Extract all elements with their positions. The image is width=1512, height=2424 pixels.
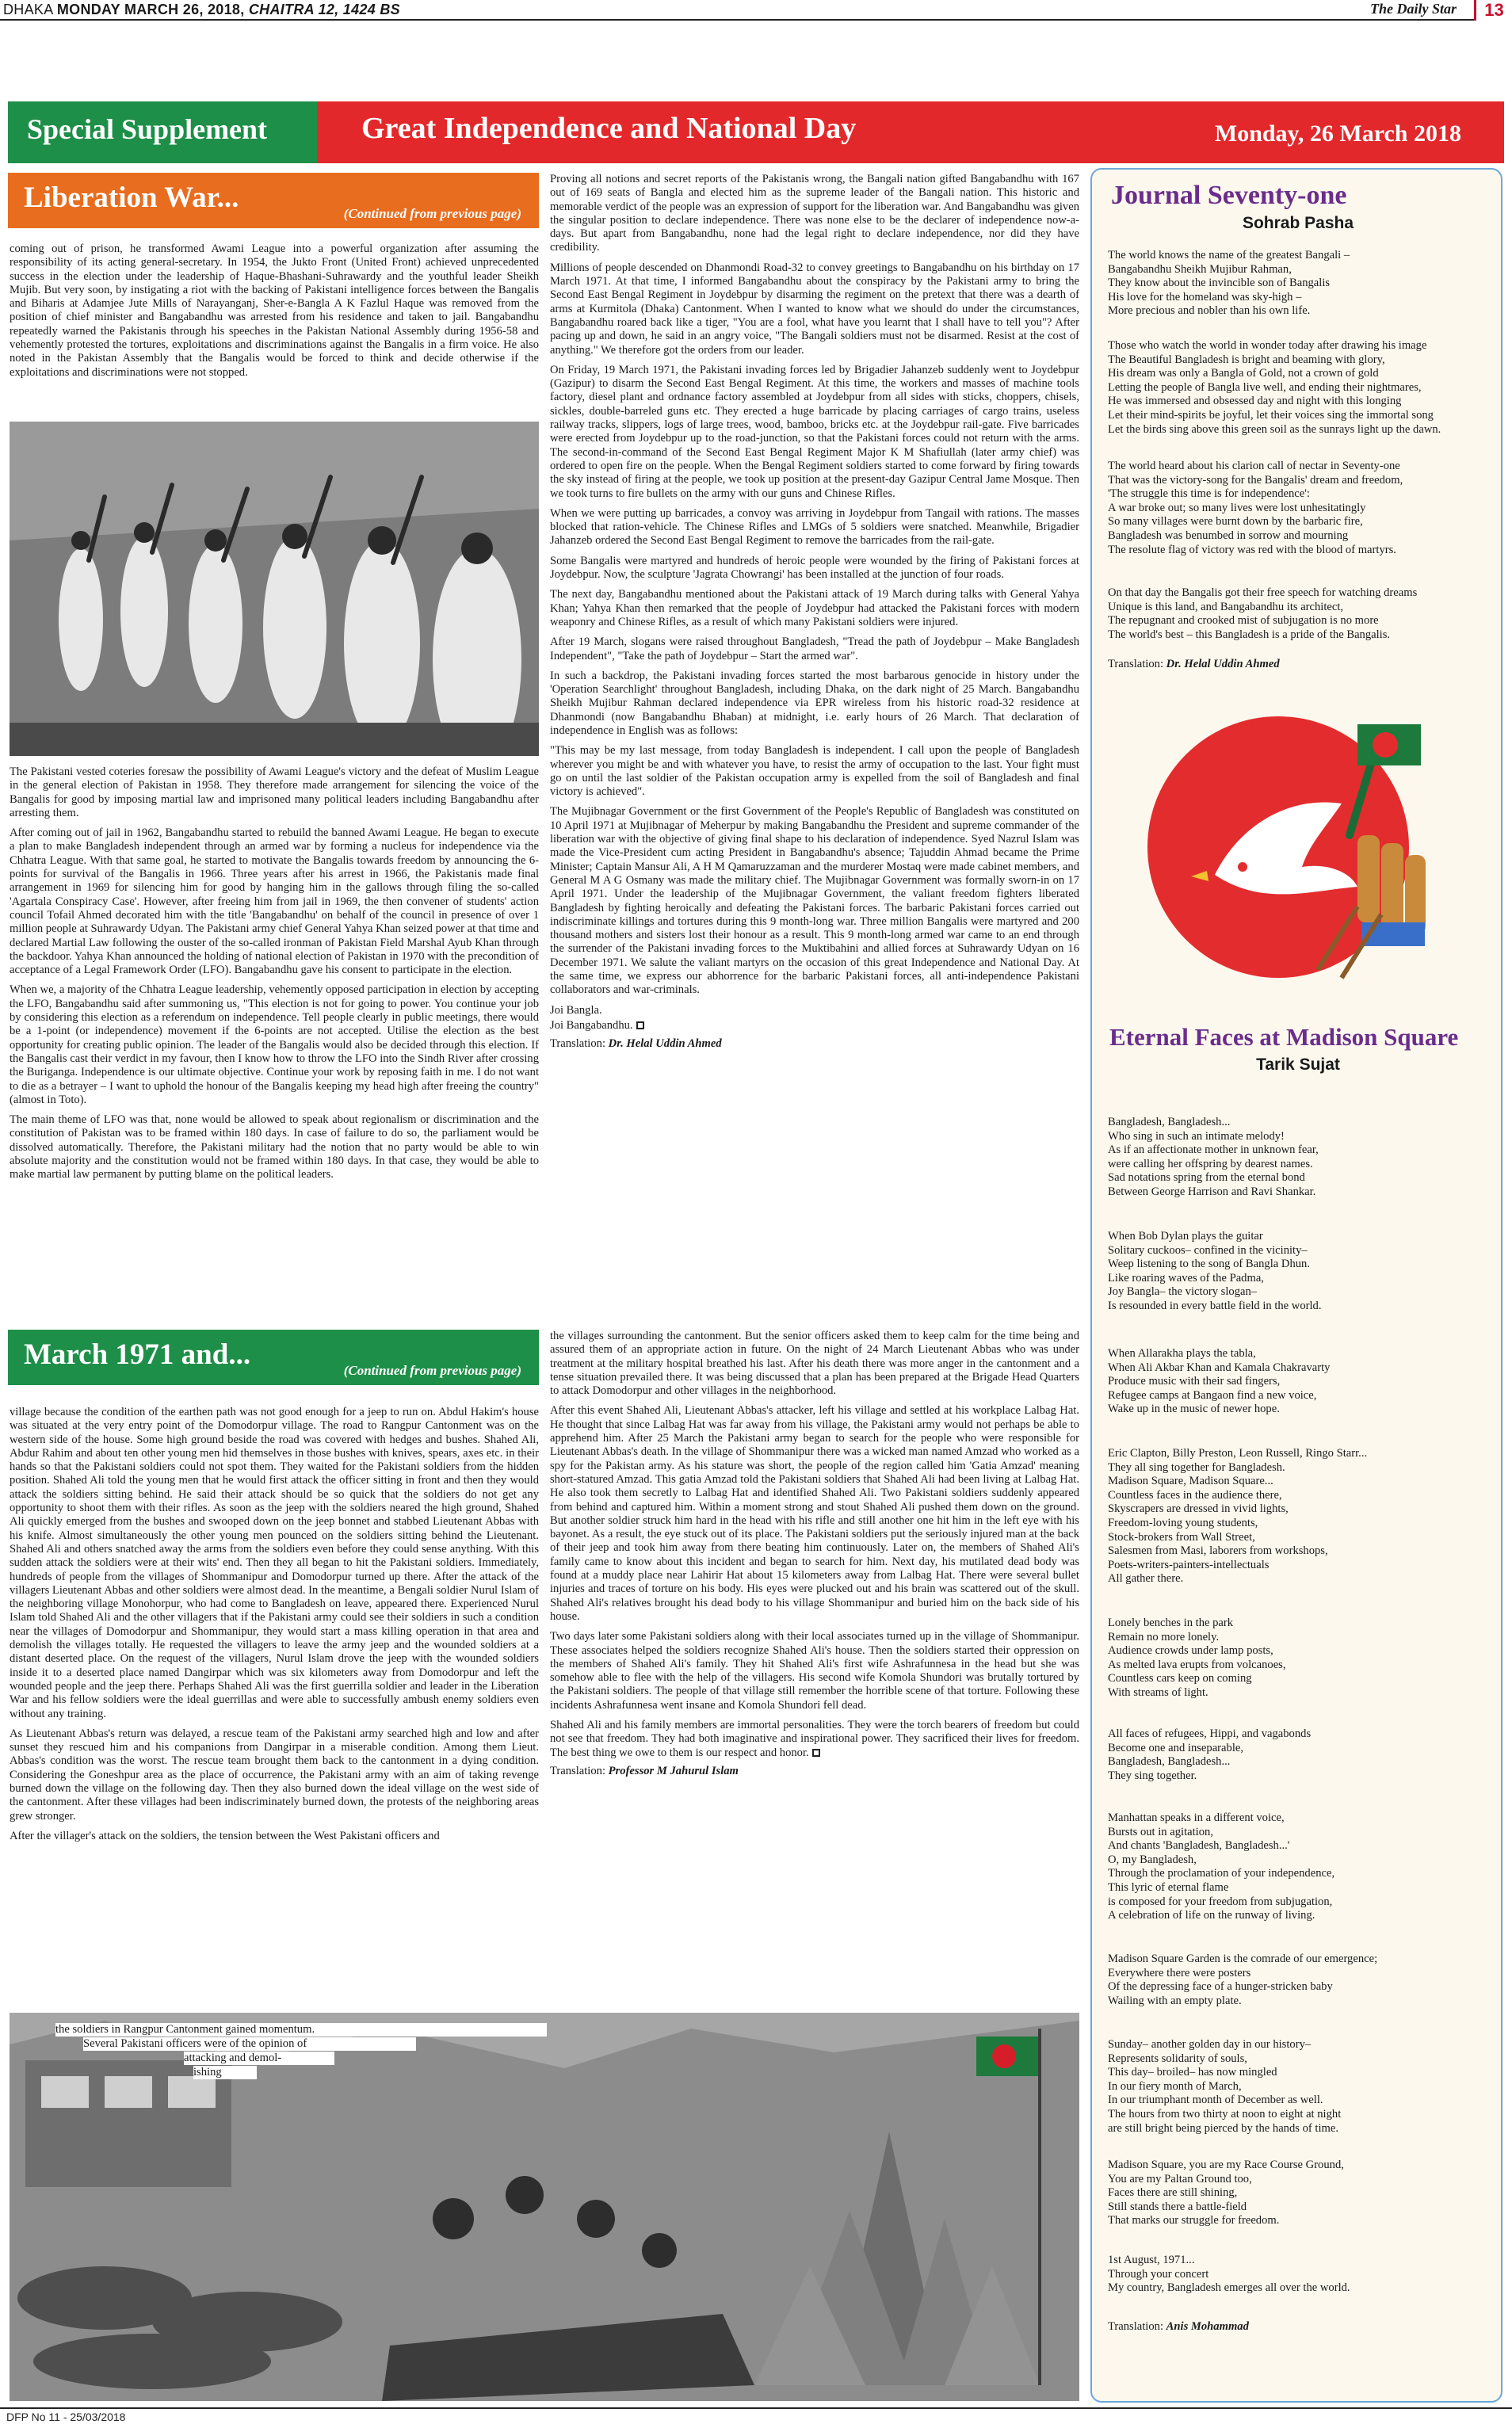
poem-line: This day– broiled– has now mingled [1108,2066,1277,2079]
paragraph: The Mujibnagar Government or the first Government of the People's Republic of Bangladesh was constituted on 10 April 1971 at Mujibnagar of Meherpur by making Bangabandhu the President and supreme commander of the liberation war with the objective of giving final shape to his declaration of independence. Syed Nazrul Islam was made the Vice-President cum acting President in Bangabandhu's absence; Tajuddin Ahmad became the Prime Minister; Captain Mansur Ali, A H M Qamaruzzaman and the murderer Mostaq were made cabinet members, and General M A G Osmany was made the military chief. The Mujibnagar Government was formally sworn-in on 17 April 1971. Under the leadership of the Mujibnagar Government, the valiant freedom fighters liberated Bangladesh by fighting heroically and defeating the Pakistani forces. The barbaric Pakistani forces carried out indiscriminate killings and tortures during this 9 month-long war. Three million Bangalis were martyred and 200 thousand mothers and sisters lost their honour as a result. This 9 month-long armed war came to an end through the surrender of the Pakistani invading forces to the Muktibahini and allied forces at Suhrawardy Udyan on 16 December 1971. We salute the valiant martyrs on the occasion of this great Independence and National Day. At the same time, we express our abhorrence for the barbaric Pakistani forces, all anti-independence Pakistani collaborators and war-criminals. [550,805,1079,997]
collage-caption-line-2 [83,2037,416,2051]
poem-line: O, my Bangladesh, [1108,1853,1197,1866]
poem-line: Countless faces in the audience there, [1108,1488,1282,1502]
paragraph: When we were putting up barricades, a convoy was arriving in Joydebpur from Tangail with rations. The masses blocked that ration-vehicle. The Chinese Rifles and LMGs of 5 soldiers were snatched. Meanwhile, Brigadier Jahanzeb ordered the Second East Bengal Regiment to remove the barricades from the rail-gate. [550,506,1079,548]
poem-line: Remain no more lonely. [1108,1630,1220,1643]
poem-line: His dream was only a Bangla of Gold, not a crown of gold [1108,367,1379,380]
paragraph: attacking and demol- [184,2052,282,2064]
poem-line: Represents solidarity of souls, [1108,2052,1247,2065]
poem-line: That was the victory-song for the Bangalis' dream and freedom, [1108,473,1403,487]
poem-line: You are my Paltan Ground too, [1108,2172,1252,2185]
paragraph: As Lieutenant Abbas's return was delayed, a rescue team of the Pakistani army searched high and low and after sunset they rescued him and his companions from Dangirpar in a miserable condition. Among them Lieut. Abbas's condition was the worst. The rescue team brought them back to the cantonment in a dying condition. Considering the Goneshpur area as the place of occurrence, the Pakistani army with an aim of taking revenge burned down the village on the following day. Then they also burned down the ideal village on the west side of the cantonment. After these villages had been indiscriminately burned down, the protests of the neighboring areas grew stronger. [10,1727,539,1823]
banner-title: Great Independence and National Day [361,112,857,145]
poem-line: Bangabandhu Sheikh Mujibur Rahman, [1108,262,1292,276]
eternal-stanza-8 [1108,1953,1496,2008]
poem-line: Bursts out in agitation, [1108,1825,1213,1838]
journal-author: Sohrab Pasha [1242,214,1354,232]
translator-name: Professor M Jahurul Islam [608,1764,739,1777]
liberation-war-body [10,765,539,1189]
poem-line: As melted lava erupts from volcanoes, [1108,1658,1286,1671]
poem-line: A war broke out; so many lives were lost unhesitatingly [1108,501,1366,514]
poem-line: He was immersed and obsessed day and night with this longing [1108,395,1402,408]
poem-line: The world heard about his clarion call of nectar in Seventy-one [1108,460,1400,472]
dateline-date: MONDAY MARCH 26, 2018, [56,2,245,17]
poem-line: were calling her offspring by dearest names. [1108,1157,1313,1170]
liberation-war-title: Liberation War... [24,181,239,214]
eternal-stanza-2 [1108,1230,1496,1314]
paragraph: Two days later some Pakistani soldiers along with their local associates turned up in the village of Shommanipur. These associates helped the soldiers recognize Shahed Ali's house. Then the soldiers started their oppression on the members of Shahed Ali's family. They hit Shahed Ali's first wife Ashrafunnesa in the head but she was somehow able to flee with the help of the villagers. His second wife Komola Shundori was brutally tortured by the Pakistani soldiers. The people of that village still remember the horrible scene of that torture. Following these incidents Ashrafunnesa went insane and Komola Shundori fell dead. [550,1630,1079,1712]
march-1971-header [8,1330,539,1385]
poem-line: Solitary cuckoos– confined in the vicinity– [1108,1243,1308,1257]
poem-line: The resolute flag of victory was red with the blood of martyrs. [1108,543,1396,556]
poem-line: Bangladesh, Bangladesh... [1108,1755,1231,1769]
translation-label: Translation: [1108,658,1164,670]
journal-title: Journal Seventy-one [1111,181,1347,210]
poem-line: Joy Bangla– the victory slogan– [1108,1285,1258,1299]
page-number: 13 [1474,0,1512,21]
march-1971-continued: (Continued from previous page) [343,1363,521,1378]
paragraph: The Pakistani vested coteries foresaw the possibility of Awami League's victory and the defeat of Muslim League in the general election of Pakistan in 1958. They therefore made arrangement for silencing the voice of the Bangalis for good by imposing martial law and imprisoned many political leaders including Bangabandhu after arresting them. [10,765,539,819]
poem-line: Let the birds sing above this green soil as the sunrays light up the dawn. [1108,422,1441,436]
poem-line: Skyscrapers are dressed in vivid lights, [1108,1502,1289,1516]
poem-line: The repugnant and crooked mist of subjugation is no more [1108,614,1379,628]
collage-caption-line-1 [55,2023,547,2037]
journal-translation [1108,658,1280,671]
poem-line: They know about the invincible son of Bangalis [1108,277,1331,290]
poem-line: Wake up in the music of newer hope. [1108,1403,1280,1416]
poem-line: Audience crowds under lamp posts, [1108,1644,1273,1658]
paragraph: On Friday, 19 March 1971, the Pakistani invading forces led by Brigadier Jahanzeb suddenly went to Joydebpur (Gazipur) to disarm the Second East Bengal Regiment. At this time, the workers and masses of machine tools factory, diesel plant and ordnance factory assembled at Joydebpur from all sides with sticks, choppers, chisels, sickles, double-barreled guns etc. They erected a huge barricade by placing carriages of cargo trains, useless railway tracks, slippers, logs of large trees, wood, bamboo, bricks etc. at the Joydebpur rail-gate. Five barricades were erected from Joydebpur up to the road-junction, so that the Pakistani forces could not return with the arms. The second-in-command of the Second East Bengal Regiment Major K M Shafiullah (later army chief) was ordered to open fire on the people. When the Bengal Regiment soldiers started to come forward by firing towards the sky instead of firing at the people, we took up position at the present-day Gazipur Central Jame Mosque. Then we took turns to fire bullets on the army with our guns and Chinese Rifles. [550,363,1079,500]
journal-stanza-4 [1108,586,1496,642]
paragraph: Shahed Ali and his family members are immortal personalities. They were the torch bearers of freedom but could not see that freedom. They had both imaginative and inspirational power. They sacrificed their lives for freedom. The best thing we owe to them is our respect and honor. [550,1719,1079,1759]
poem-line: Wailing with an empty plate. [1108,1994,1242,2007]
poem-line: Everywhere there were posters [1108,1966,1251,1979]
poem-line: This lyric of eternal flame [1108,1880,1229,1894]
paragraph: After this event Shahed Ali, Lieutenant Abbas's attacker, left his village and settled at his workplace Lalbag Hat. He thought that since Lalbag Hat was far away from his village, the Pakistani army would not perhaps be able to apprehend him. After 25 March the Pakistani army began to search for the people who were responsible for Lieutenant Abbas's death. In the village of Shommanipur there was a wicked man named Amzad who worked as a spy for the Pakistan army. As his stature was short, the people of the region called him 'Gatia Amzad' meaning short-statured Amzad. This gatia Amzad told the Pakistani soldiers that Shahed Ali had been living at Lalbag Hat. He also took them secretly to Lalbag Hat and identified Shahed Ali. Two Pakistani soldiers suddenly appeared from behind and captured him. Within a moment strong and stout Shahed Ali pushed them down on the ground. But another soldier struck him hard in the head with his rifle and still another one hit him in the left eye with his bayonet. As a result, the eye stuck out of its place. The Pakistani soldiers put the seriously injured man at the back of their jeep and took him away from there beating him continuously. Later on, the members of Shahed Ali's family came to know about this incident and began to search for him. Next day, his mutilated dead body was found at a muddy place near Lahirir Hat about 15 kilometers away from Lalbag Hat. There were several bullet injuries and traces of torture on his body. His eyes were plucked out and his brain was scattered out of the skull. Shahed Ali's relatives brought his dead body to his village Shommanipur and buried him on the back side of his house. [550,1404,1079,1623]
title-banner [317,101,1504,163]
poem-line: is composed for your freedom from subjugation, [1108,1895,1333,1908]
eternal-stanza-11 [1108,2254,1496,2296]
paragraph: Some Bangalis were martyred and hundreds of heroic people were wounded by the firing of Pakistani forces at Joydebpur. Now, the sculpture 'Jagrata Chowrangi' has been installed at the junction of four roads. [550,554,1079,582]
poem-line: The hours from two thirty at noon to eight at night [1108,2107,1342,2121]
paragraph: The main theme of LFO was that, none would be allowed to speak about regionalism or discrimination and the constitution of Pakistan was to be framed within 180 days. In case of failure to do so, the parliament would be dissolved automatically. Therefore, the Pakistani military had the notion that no party would be able to win absolute majority and the constitution would not be framed within 180 days. In that case, they would be able to make martial law permanent by putting blame on the political leaders. [10,1113,539,1181]
journal-stanza-2 [1108,339,1496,437]
translator-name: Dr. Helal Uddin Ahmed [1166,658,1280,670]
poem-line: Sunday– another golden day in our history– [1108,2038,1312,2051]
paragraph: the villages surrounding the cantonment. But the senior officers asked them to keep calm for the time being and assured them of an appropriate action in future. On the night of 24 March Lieutenant Abbas who was under treatment at the military hospital breathed his last. After his death there was more anger in the cantonment and a tense situation prevailed there. It was being discussed that a plan has been prepared at the Brigade Head Quarters to attack Domodorpur and other villages in the neighborhood. [550,1330,1079,1398]
liberation-war-continued: (Continued from previous page) [343,206,521,221]
poem-line: Weep listening to the song of Bangla Dhun. [1108,1258,1310,1271]
poem-line: Countless cars keep on coming [1108,1672,1252,1685]
translation-label: Translation: [1108,2320,1164,2333]
poem-line: Of the depressing face of a hunger-stricken baby [1108,1980,1333,1994]
poem-line: The world knows the name of the greatest Bangali – [1108,249,1350,261]
paragraph: After the villager's attack on the soldiers, the tension between the West Pakistani officers and [10,1829,440,1842]
poem-line: Lonely benches in the park [1108,1617,1234,1629]
poem-line: Salesmen from Masi, laborers from workshops, [1108,1544,1328,1558]
end-mark-icon [636,1021,644,1029]
paragraph: village because the condition of the earthen path was not good enough for a jeep to run on. Abdul Hakim's house was situated at the very entry point of the Domodorpur village. The road to Rangpur Cantonment was on the western side of the house. Some high ground beside the road was covered with hedges and bushes. Shahed Ali, Abdur Rahim and about ten other young men hid themselves in those bushes with knives, spears, axes etc. in their hands so that the Pakistani soldiers could not spot them. They waited for the Pakistani soldiers from the hidden position. Shahed Ali told the young men that he would first attack the officer sitting in front and then they would attack the soldiers sitting behind. He said their attack should be so quick that the soldiers do not get any opportunity to shoot them with their rifles. As soon as the jeep with the soldiers neared the high ground, Shahed Ali quickly emerged from the bushes and swooped down on the jeep bonnet and stabbed Lieutenant Abbas with his knife. Almost simultaneously the other young men pounced on the soldiers sitting behind the Lieutenant. Shahed Ali and others snatched away the arms from the soldiers even before they could sense anything. With this sudden attack the soldiers were at their wits' end. Then they all began to hit the Pakistani soldiers. Immediately, hundreds of people from the villages of Shommanipur and Domodorpur turned up there. After the attack of the villagers Lieutenant Abbas and other soldiers were almost dead. In the meantime, a Bengali soldier Nurul Islam of the neighboring village Monohorpur, who had come to Bangladesh on leave, appeared there. Experienced Nurul Islam told Shahed Ali and the other villagers that if the Pakistani army could see their soldiers in such a condition near the villages of Domodorpur and Shommanipur, they would start a mass killing operation in that area and demolish the villages totally. He requested the villagers to leave the army jeep and the wounded soldiers at a distant deserted place. On the request of the villagers, Nurul Islam drove the jeep with the wounded soldiers inside it to a deserted place named Dangirpar which was six kilometers away from Domodorpur and left the wounded people and the jeep there. Perhaps Shahed Ali was the first guerrilla soldier and leader in the Liberation War and his fellow soldiers were the ideal guerrillas and were able to successfully ambush enemy soldiers even without any training. [10,1406,539,1720]
poem-line: They all sing together for Bangladesh. [1108,1460,1285,1474]
poem-line: Who sing in such an intimate melody! [1108,1129,1285,1143]
poem-line: The world's best – this Bangladesh is a pride of the Bangalis. [1108,628,1391,641]
poem-line: So many villages were burnt down by the barbaric fire, [1108,515,1363,529]
poem-line: Sad notations spring from the eternal bond [1108,1171,1305,1185]
translator-name: Dr. Helal Uddin Ahmed [608,1037,722,1051]
poem-line: The Beautiful Bangladesh is bright and beaming with glory, [1108,353,1385,366]
paragraph: Joi Bangla. [550,1003,602,1017]
paper-name: The Daily Star [1369,1,1457,17]
poem-line: Poets-writers-painters-intellectuals [1108,1558,1270,1571]
poem-line: Produce music with their sad fingers, [1108,1375,1281,1388]
eternal-translation [1108,2320,1249,2334]
march-1971-continuation [550,1330,1079,1785]
poem-line: His love for the homeland was sky-high – [1108,290,1302,303]
poem-line: In our triumphant month of December as well. [1108,2094,1323,2107]
collage-caption-line-4 [193,2066,257,2079]
paragraph: Proving all notions and secret reports of the Pakistanis wrong, the Bangali nation gifted Bangabandhu with 167 out of 169 seats of Bangla and elected him as the supreme leader of the Bangali nation. This historic and memorable verdict of the people was an expression of support for the liberation war. And Bangabandhu was given the singular position to declare independence. There was none else to be the declarer of independence now-a-days. But apart from Bangabandhu, none had the legal right to declare independence, nor did they have credibility. [550,173,1079,254]
poem-line: Faces there are still shining, [1108,2186,1238,2200]
poem-line: And chants 'Bangladesh, Bangladesh...' [1108,1839,1290,1853]
paragraph: When we, a majority of the Chhatra League leadership, vehemently opposed participation in election by accepting the LFO, Bangabandhu said after summoning us, "This election is not for going to power. You continue your job by considering this election as a referendum on independence. Tell people clearly in public meetings, there would be a 1-point (or independence) movement if the 6-points are not accepted. Utilise the election as the best opportunity for creating public opinion. The leader of the Bangalis would also be decided through this election. If the Bangalis cast their verdict in my favour, then I know how to throw the LFO into the Sindh River after crossing the Buriganga. Independence is our ultimate objective. Continue your work by reposing faith in me. I do not want to die as a betrayer – I want to uphold the honour of the Bangalis keeping my head high after freeing the country" (almost in Toto). [10,983,539,1106]
paragraph: ishing [193,2066,222,2079]
war-photo-collage [10,2013,1079,2401]
eternal-stanza-10 [1108,2159,1496,2228]
poem-line: My country, Bangladesh emerges all over the world. [1108,2281,1350,2295]
paragraph: Joi Bangabandhu. [550,1018,633,1032]
eternal-stanza-6 [1108,1727,1496,1783]
poem-line: More precious and nobler than his own life. [1108,304,1311,318]
poem-line: Like roaring waves of the Padma, [1108,1271,1264,1285]
paragraph: the soldiers in Rangpur Cantonment gained momentum. [55,2023,315,2036]
poem-line: Unique is this land, and Bangabandhu its architect, [1108,600,1344,613]
dateline [3,2,400,18]
poem-line: A celebration of life on the runway of living. [1108,1909,1315,1922]
poem-line: Bangladesh was benumbed in sorrow and mourning [1108,529,1349,542]
procession-photo [10,422,539,756]
dateline-city: DHAKA [3,2,53,17]
poem-line: When Bob Dylan plays the guitar [1108,1230,1263,1243]
poem-line: They sing together. [1108,1769,1197,1782]
poem-line: are still bright being pierced by the hands of time. [1108,2121,1338,2135]
paragraph: "This may be my last message, from today Bangladesh is independent. I call upon the people of Bangladesh wherever you might be and with whatever you have, to resist the army of occupation to the last. Your fight must go on until the last soldier of the Pakistan occupation army is expelled from the soil of Bangladesh and final victory is achieved". [550,744,1079,799]
liberation-war-intro [10,242,539,386]
poem-line: Through your concert [1108,2267,1209,2281]
collage-caption-line-3 [184,2052,334,2065]
poem-line: Freedom-loving young students, [1108,1516,1258,1529]
poem-line: Eric Clapton, Billy Preston, Leon Russell, Ringo Starr... [1108,1447,1368,1460]
poem-line: Manhattan speaks in a different voice, [1108,1811,1285,1824]
poem-line: Become one and inseparable, [1108,1741,1243,1754]
poem-line: Let their mind-spirits be joyful, let their voices sing the immortal song [1108,408,1434,422]
eternal-stanza-9 [1108,2038,1496,2136]
poem-line: Those who watch the world in wonder today after drawing his image [1108,339,1427,352]
poem-line: Madison Square, you are my Race Course Ground, [1108,2159,1344,2171]
poem-line: Still stands there a battle-field [1108,2200,1247,2213]
eternal-stanza-1 [1108,1116,1496,1200]
poem-line: When Allarakha plays the tabla, [1108,1347,1256,1360]
dove-illustration [1120,708,1476,990]
poems-box [1090,168,1502,2403]
supplement-banner [8,101,317,163]
poem-line: On that day the Bangalis got their free speech for watching dreams [1108,586,1418,599]
poem-line: 1st August, 1971... [1108,2254,1195,2266]
poem-line: All gather there. [1108,1572,1184,1586]
poem-line: As if an affectionate mother in unknown fear, [1108,1143,1319,1157]
poem-line: Madison Square Garden is the comrade of our emergence; [1108,1953,1378,1965]
poem-line: Refugee camps at Bangaon find a new voice, [1108,1388,1317,1402]
journal-stanza-1 [1108,249,1496,319]
eternal-stanza-7 [1108,1811,1496,1923]
paragraph: After coming out of jail in 1962, Bangabandhu started to rebuild the banned Awami League. He began to execute a plan to make Bangladesh independent through an armed war by forming a nucleus for independence via the Chhatra League. With that same goal, he started to motivate the Bangalis towards freedom by announcing the 6-points for survival of the Bangalis in 1966. Three years after his arrest in 1966, the Pakistanis made final arrangement in 1969 for silencing him for good by hanging him in the gallows through filing the so-called 'Agartala Conspiracy Case'. However, after freeing him from jail in 1969, the then convener of students' action council Tofail Ahmed decorated him with the title 'Bangabandhu' on behalf of the council in presence of over 1 million people at Suhrawardy Udyan. The Pakistani army chief General Yahya Khan seized power at that time and declared Martial Law following the ouster of the so-called ironman of Pakistan Field Marshal Ayub Khan through the backdoor. Yahya Khan announced the holding of national election of Pakistan in 1970 with the precondition of acceptance of a Legal Framework Order (LFO). Bangabandhu gave his consent to participate in the election. [10,826,540,977]
banner-date: Monday, 26 March 2018 [1214,120,1461,147]
paragraph: coming out of prison, he transformed Awami League into a powerful organization after assuming the responsibility of its acting general-secretary. In 1954, the Jukto Front (United Front) achieved unprecedented success in the election under the leadership of Haque-Bhashani-Suhrawardy and the youthful leader Sheikh Mujib. But very soon, by instigating a riot with the backing of Pakistani intelligence forces between the Bangalis and Biharis at Adamjee Jute Mills of Narayanganj, Sher-e-Bangla A K Fazlul Haque was removed from the position of chief minister and Bangabandhu was arrested from his residence and taken to jail. Bangabandhu repeatedly warned the Pakistanis through his speeches in the Pakistan National Assembly during 1956-58 and vehemently protested the tortures, exploitations and discriminations against the Bangalis in a firm voice. He also noted in the Pakistan Assembly that the Bangalis would be forced to think and decide otherwise if the exploitations and discriminations were not stopped. [10,242,539,379]
eternal-stanza-5 [1108,1617,1496,1701]
march-1971-body [10,1406,539,1843]
dateline-bs-date: CHAITRA 12, 1424 BS [248,2,400,17]
poem-line: Stock-brokers from Wall Street, [1108,1530,1255,1544]
poem-line: That marks our struggle for freedom. [1108,2214,1280,2227]
masthead [0,0,1512,21]
translation-label: Translation: [550,1037,606,1051]
end-mark-icon [812,1749,820,1757]
eternal-author: Tarik Sujat [1256,1055,1340,1074]
paragraph: Millions of people descended on Dhanmondi Road-32 to convey greetings to Bangabandhu on his birthday on 17 March 1971. At that time, I informed Bangabandhu about the conspiracy by the Pakistani army to bring the Second East Bengal Regiment in Joydebpur by disarming the regiment on the pretext that there was a dearth of arms at Kurmitola (Dhaka) Cantonment. When I wanted to know what we should do under the circumstances, Bangabandhu roared back like a tiger, "You are a fool, what have you learnt that I shall have to tell you"? After pacing up and down, he said in an angry voice, "The Bangali soldiers must not be disarmed. Resist at the cost of anything." We therefore got the orders from our leader. [550,261,1079,357]
poem-line: Letting the people of Bangla live well, and ending their nightmares, [1108,380,1422,394]
page-footer [0,2407,1512,2424]
poem-line: Between George Harrison and Ravi Shankar. [1108,1185,1316,1198]
poem-line: 'The struggle this time is for independence': [1108,487,1310,501]
paragraph: In such a backdrop, the Pakistani invading forces started the most barbarous genocide in history under the 'Operation Searchlight' throughout Bangladesh, including Dhaka, on the dark night of 25 March. Bangabandhu Sheikh Mujibur Rahman declared independence via EPR wireless from his historic road-32 residence at Dhanmondi (now Bangabandhu Bhaban) at midnight, i.e. early hours of 26 March. That declaration of independence in English was as follows: [550,669,1079,737]
eternal-stanza-4 [1108,1447,1496,1586]
footer-text: DFP No 11 - 25/03/2018 [6,2411,126,2423]
supplement-label: Special Supplement [27,113,268,145]
liberation-war-header [8,173,539,228]
poem-line: With streams of light. [1108,1685,1208,1699]
translation-label: Translation: [550,1764,606,1777]
journal-stanza-3 [1108,460,1496,557]
poem-line: Is resounded in every battle field in the world. [1108,1299,1322,1312]
paragraph: After 19 March, slogans were raised throughout Bangladesh, "Tread the path of Joydebpur – Make Bangladesh Independent", "Take the path of Joydebpur – Start the armed war". [550,636,1079,662]
translator-name: Anis Mohammad [1166,2320,1249,2333]
poem-line: When Ali Akbar Khan and Kamala Chakravarty [1108,1361,1331,1374]
poem-line: Bangladesh, Bangladesh... [1108,1116,1231,1128]
march-1971-title: March 1971 and... [24,1338,251,1371]
poem-line: Madison Square, Madison Square... [1108,1475,1273,1488]
poem-line: Through the proclamation of your independence, [1108,1867,1335,1880]
poem-line: All faces of refugees, Hippi, and vagabonds [1108,1727,1312,1740]
eternal-title: Eternal Faces at Madison Square [1109,1023,1459,1051]
paragraph: The next day, Bangabandhu mentioned about the Pakistani attack of 19 March during talks with General Yahya Khan; Yahya Khan then remarked that the people of Joydebpur had attacked the Pakistani forces with modern weaponry and Chinese Rifles, as a result of which many Pakistani soldiers were injured. [550,588,1079,628]
eternal-stanza-3 [1108,1347,1496,1417]
paragraph: Several Pakistani officers were of the opinion of [83,2037,307,2050]
poem-line: In our fiery month of March, [1108,2079,1242,2093]
liberation-war-continuation [550,173,1079,1058]
